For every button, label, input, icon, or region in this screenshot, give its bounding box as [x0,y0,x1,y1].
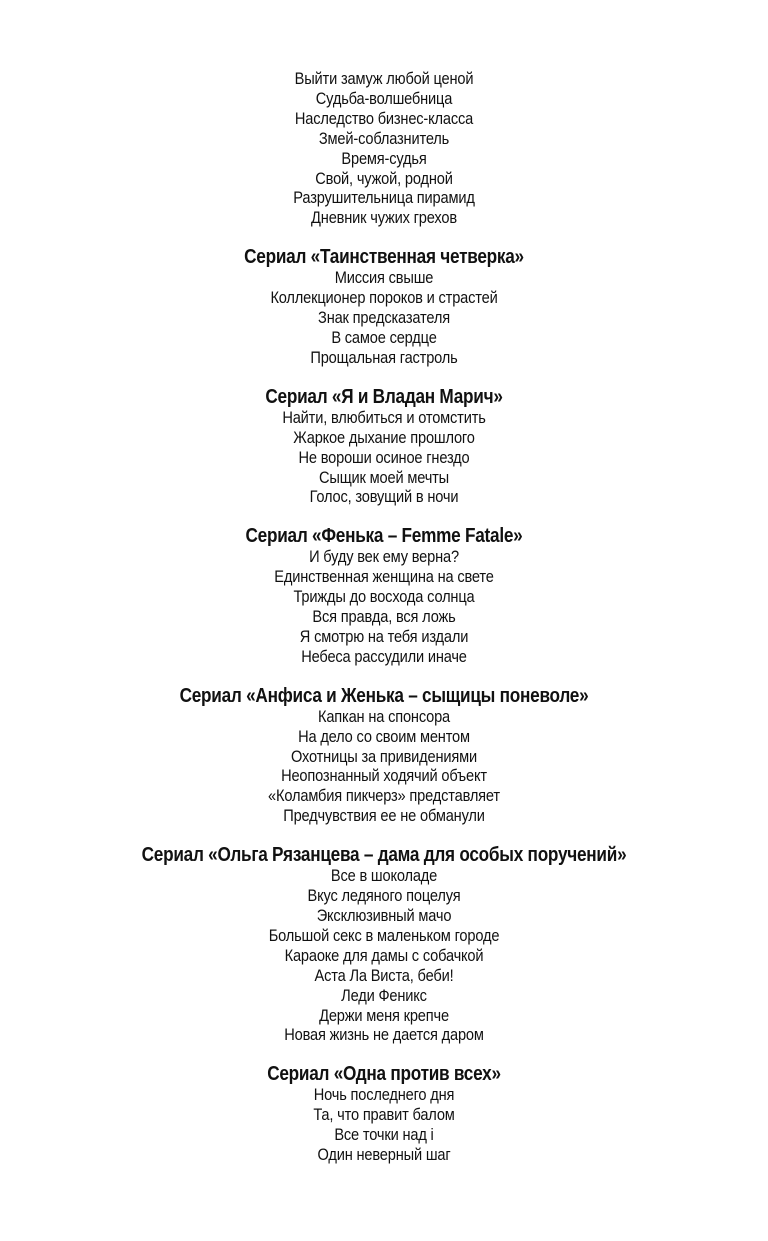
book-title: Эксклюзивный мачо [316,906,452,925]
book-title: Ночь последнего дня [313,1085,455,1105]
book-title: Все в шоколаде [330,866,438,886]
book-title: Голос, зовущий в ночи [309,487,459,507]
book-title: Знак предсказателя [318,308,450,328]
section-ya-i-vladan-marich [0,386,768,508]
book-title: Та, что правит балом [313,1105,455,1125]
book-title: В самое сердце [331,327,437,347]
book-title: Аста Ла Виста, беби! [314,965,454,985]
book-title: Новая жизнь не дается даром [284,1025,484,1045]
book-title: Охотницы за привидениями [290,746,478,766]
book-title: Змей-соблазнитель [318,128,450,148]
section-olga-ryazantseva [0,844,768,1045]
book-title: Вкус ледяного поцелуя [307,886,461,906]
series-heading: Сериал «Анфиса и Женька – сыщицы поневоле» [179,684,589,707]
book-title: Судьба-волшебница [315,88,453,108]
series-heading: Сериал «Одна против всех» [267,1063,501,1086]
book-title: Один неверный шаг [317,1145,451,1165]
book-title: Свой, чужой, родной [315,168,453,188]
series-heading: Сериал «Фенька – Femme Fatale» [245,525,523,548]
book-title: И буду век ему верна? [309,547,459,567]
series-heading: Сериал «Я и Владан Марич» [265,385,503,408]
book-title: Неопознанный ходячий объект [281,766,487,786]
book-title: Прощальная гастроль [310,347,458,367]
book-title: Миссия свыше [334,268,434,288]
book-title: Коллекционер пороков и страстей [270,288,498,308]
book-title: Сыщик моей мечты [318,467,450,487]
section-odna-protiv-vseh [0,1063,768,1165]
book-title: Жаркое дыхание прошлого [293,427,475,447]
book-title: Леди Феникс [341,985,427,1005]
book-title: Выйти замуж любой ценой [294,69,474,88]
book-title: Предчувствия ее не обманули [283,806,485,826]
book-title: Разрушительница пирамид [293,188,475,208]
book-title: Держи меня крепче [319,1005,449,1025]
book-title: Наследство бизнес-класса [294,108,474,128]
book-title: Найти, влюбиться и отомстить [282,407,486,427]
book-title: Вся правда, вся ложь [312,607,456,627]
book-title: Караоке для дамы с собачкой [284,945,484,965]
book-title: Дневник чужих грехов [311,208,457,228]
book-title: Большой секс в маленьком городе [268,925,500,945]
book-title: Не вороши осиное гнездо [298,447,470,467]
book-list-page [0,69,768,1165]
series-heading: Сериал «Таинственная четверка» [244,246,524,269]
section-standalone [0,69,768,228]
section-anfisa-i-zhenka [0,685,768,826]
book-title: «Коламбия пикчерз» представляет [268,786,500,806]
book-title: Трижды до восхода солнца [293,587,475,607]
book-title: На дело со своим ментом [298,726,470,746]
series-heading: Сериал «Ольга Рязанцева – дама для особых поручений» [141,844,627,867]
section-fenka-femme-fatale [0,525,768,666]
book-title: Небеса рассудили иначе [301,646,467,666]
book-title: Все точки над i [334,1125,434,1145]
book-title: Я смотрю на тебя издали [299,626,469,646]
book-title: Время-судья [341,148,427,168]
book-title: Капкан на спонсора [317,706,451,726]
section-tainstvennaya-chetverka [0,246,768,368]
book-title: Единственная женщина на свете [274,567,494,587]
